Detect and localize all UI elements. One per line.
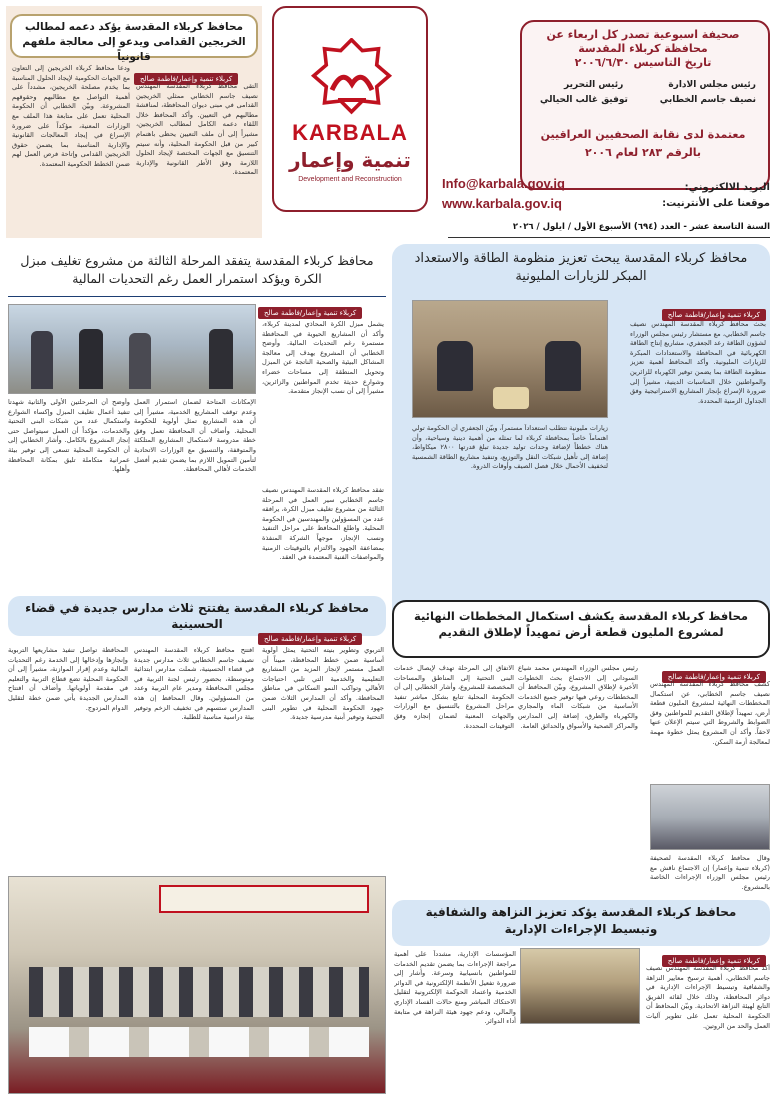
board-chair-name: نصيف جاسم الخطابي xyxy=(659,95,756,105)
email-link[interactable]: Info@karbala.gov.iq xyxy=(442,176,565,191)
integrity-byline: كربلاء تنمية وإعمار/فاطمة صالح xyxy=(662,955,766,967)
person-figure xyxy=(79,329,103,389)
logo-latin-text: KARBALA xyxy=(292,120,408,145)
stadium-body-col-3: الإمكانات المتاحة لضمان استمرار العمل وعدم توقف المشاريع الخدمية، مشيراً إلى أن هذه المشاريع تمثل أولوية للحكومة المحلية. وأضاف أن المحافظة تعمل وفق خطة مدروسة لاستكمال المشاريع المتلكئة والمتوقفة، والتنسيق مع الوزارات الاتحادية لتأمين التمويل اللازم بما يضمن تقديم أفضل الخدمات لأهالي المحافظة. xyxy=(134,398,256,474)
stadium-rule xyxy=(8,296,386,297)
plans-body-col-1: كشف محافظ كربلاء المقدسة المهندس نصيف جاسم الخطابي، عن استكمال المخططات النهائية لمشروع المليون قطعة أرض، تمهيداً لإطلاق التقديم للمواطنين وفق الضوابط والشروط التي سيتم الإعلان عنها لاحقاً. وأكد أن المشروع يمثل خطوة مهمة لمعالجة أزمة السكن. xyxy=(650,680,770,746)
plans-body-col-2: رئيس مجلس الوزراء المهندس محمد شياع السوداني إلى الاجتماع بحث الخطوات الأخيرة لإطلاق المشروع، وبيّن المحافظ أن المخططات روعي فيها توفير جميع الخدمات الأساسية من شبكات الماء والمجاري والكهرباء والطرق، إضافة إلى المدارس والمراكز الصحية والأسواق والحدائق العامة. xyxy=(518,664,638,730)
logo-arabic-text: تنمية وإعمار xyxy=(289,148,411,172)
schools-byline-wrap xyxy=(258,626,362,645)
schools-body-col-1: المحافظة تواصل تنفيذ مشاريعها التربوية وإنجازها وإدخالها إلى الخدمة رغم التحديات المالية وعدم إقرار الموازنة، مشيراً إلى أن الحكومة المحلية تضع قطاع التربية والتعليم في مقدمة أولوياتها. وأضاف أن افتتاح المدارس الجديدة يأتي ضمن خطة لتقليل الدوام المزدوج. xyxy=(8,646,128,712)
top-left-headline-box xyxy=(10,14,258,63)
integrity-body-col-2: المؤسسات الإدارية، مشدداً على أهمية مراجعة الإجراءات بما يضمن تقديم الخدمات للمواطنين بانسيابية وسرعة. وأشار إلى ضرورة تفعيل الأنظمة الإلكترونية في الدوائر الخدمية واعتماد الحوكمة الإلكترونية لتقليل الاحتكاك المباشر ومنع حالات الفساد الإداري والمالي، ودعم جهود هيئة النزاهة في متابعة أداء الدوائر. xyxy=(394,950,516,1026)
plans-byline: كربلاء تنمية وإعمار/فاطمة صالح xyxy=(662,671,766,683)
person-figure xyxy=(129,333,151,389)
schools-ceremony-photo xyxy=(8,876,386,1094)
person-figure xyxy=(545,341,581,391)
energy-byline-wrap xyxy=(662,302,766,321)
schools-headline: محافظ كربلاء المقدسة يفتتح ثلاث مدارس جديدة في قضاء الحسينية xyxy=(25,601,369,631)
person-figure xyxy=(31,331,53,389)
logo-english-text: Development and Reconstruction xyxy=(298,176,402,183)
energy-body-col-2: زيارات مليونية تتطلب استعداداً مستمراً، وبيّن الجعفري أن الحكومة تولي اهتماماً خاصاً بمحافظة كربلاء لما تمثله من أهمية دينية وسياحية، وأن هناك خططاً لإضافة وحدات توليد جديدة تبلغ قدرتها ٢٨٠٠ ميكاواط، إضافة إلى تأهيل شبكات النقل والتوزيع، وتنفيذ مشاريع الطاقة الشمسية لتخفيف الأحمال خلال فصل الصيف وأوقات الذروة. xyxy=(412,424,608,471)
energy-byline: كربلاء تنمية وإعمار/فاطمة صالح xyxy=(662,309,766,321)
integrity-headline: محافظ كربلاء المقدسة يؤكد تعزيز النزاهة والشفافية وتبسيط الإجراءات الإدارية xyxy=(425,905,737,936)
plans-meeting-photo xyxy=(650,784,770,850)
schools-byline: كربلاء تنمية وإعمار/فاطمة صالح xyxy=(258,633,362,645)
schools-body-col-3: التربوي وتطوير بنيته التحتية يمثل أولوية أساسية ضمن خطط المحافظة، مبيناً أن العمل مستمر لإنجاز المزيد من المشاريع التعليمية والخدمية التي تلبي احتياجات الأهالي وتواكب النمو السكاني في مناطق المحافظة. وأكد أن المدارس الثلاث ضمن جهود الحكومة المحلية في تطوير البنى التحتية وتوفير أبنية مدرسية جديدة. xyxy=(262,646,384,722)
plans-body-col-3: الاتفاق إلى المرحلة تهدف لإيصال خدمات البنى التحتية إلى المناطق والمساحات المخصصة للمشروع، وأشار الخطابي إلى أن الحكومة المحلية تتابع بشكل مباشر تنفيذ مراحل المشروع بالتنسيق مع الوزارات والجهات المعنية لضمان إنجازه وفق التوقيتات المحددة. xyxy=(394,664,514,730)
top-left-body-col-2: التقى محافظ كربلاء المقدسة المهندس نصيف جاسم الخطابي ممثلي الخريجين القدامى في مبنى ديوان المحافظة، لمناقشة مطالبهم في التعيين. وأكد المحافظ خلال اللقاء دعمه الكامل لمطالب الخريجين، مشيراً إلى أن ملف التعيين يحظى باهتمام كبير من قبل الحكومة المحلية، وأنه سيتم التنسيق مع الجهات المختصة لإيجاد الحلول اللازمة وفق الأطر القانونية والإدارية المعتمدة. xyxy=(136,82,258,177)
flower-table xyxy=(493,387,529,409)
stadium-body-col-4: وأوضح أن المرحلتين الأولى والثانية شهدتا تنفيذ أعمال تغليف المبزل وإكساء الشوارع واستكمال عدد من شبكات البنى التحتية والخدمات، مؤكداً أن العمل سيتواصل حتى إنجاز المشروع بالكامل. وأشار الخطابي إلى أن الحكومة المحلية تسعى إلى توفير بيئة عمرانية متكاملة تليق بمكانة المحافظة وأهلها. xyxy=(8,398,130,474)
logo-box xyxy=(272,6,428,212)
masthead-info-box xyxy=(520,20,770,190)
schools-body-col-2: افتتح محافظ كربلاء المقدسة المهندس نصيف جاسم الخطابي ثلاث مدارس جديدة في قضاء الحسينية، شملت مدارس ابتدائية ومتوسطة، بحضور رئيس لجنة التربية في مجلس المحافظة ومدير عام التربية وعدد من المسؤولين. وقال المحافظ إن هذه المدارس ستسهم في تخفيف الزخم وتوفير بيئة دراسية مناسبة للطلبة. xyxy=(134,646,254,722)
stadium-byline: كربلاء تنمية وإعمار/فاطمة صالح xyxy=(258,307,362,319)
editor-name: توفيق غالب الحيالي xyxy=(540,95,628,105)
stadium-headline: محافظ كربلاء المقدسة يتفقد المرحلة الثالثة من مشروع تغليف مبزل الكرة ويؤكد استمرار العمل رغم التحديات المالية xyxy=(20,253,374,286)
plans-headline: محافظ كربلاء المقدسة يكشف استكمال المخططات النهائية لمشروع المليون قطعة أرض تمهيداً لإطلاق التقديم xyxy=(414,609,748,639)
weekly-line: صحيفة اسبوعية تصدر كل اربعاء عن محافظة كربلاء المقدسة xyxy=(546,28,740,55)
tables-row xyxy=(29,1027,369,1057)
issue-line: السنة التاسعة عشر - العدد (٦٩٤) الأسبوع الأول / ايلول / ٢٠٢٦ xyxy=(512,222,770,232)
banner xyxy=(159,885,369,913)
person-figure xyxy=(437,341,473,391)
stadium-byline-wrap xyxy=(258,300,362,319)
website-label: موقعنا على الأنترنيت: xyxy=(662,198,770,209)
syndicate-line-2: بالرقم ٢٨٣ لعام ٢٠٠٦ xyxy=(584,146,702,159)
contact-block xyxy=(440,178,770,218)
board-chair-label: رئيس مجلس الادارة xyxy=(668,80,756,90)
karbala-logo-icon xyxy=(302,38,402,118)
integrity-body-col-1: أكد محافظ كربلاء المقدسة المهندس نصيف جاسم الخطابي، أهمية ترسيخ معايير النزاهة والشفافية وتبسيط الإجراءات الإدارية في دوائر المحافظة، وذلك خلال لقائه الفريق التابع لهيئة النزاهة الاتحادية. وبيّن المحافظ أن الحكومة المحلية تعمل على تطوير آليات العمل والحد من الروتين. xyxy=(646,964,770,1030)
integrity-meeting-photo xyxy=(520,948,640,1024)
energy-meeting-photo xyxy=(412,300,608,418)
stadium-body-col-1: يشمل مبزل الكرة المحاذي لمدينة كربلاء، وأكد أن المشاريع الحيوية في المحافظة مستمرة رغم التحديات المالية. وأوضح الخطابي أن المشروع يهدف إلى معالجة المشاكل البيئية والصحية الناتجة عن المبزل وتحويل المنطقة إلى مساحات خضراء وشوارع حديثة تخدم المواطنين والزائرين، مشيراً إلى أن نسب الإنجاز متقدمة. xyxy=(262,320,384,396)
audience-row xyxy=(29,967,369,1017)
editor-label: رئيس التحرير xyxy=(564,80,624,90)
person-figure xyxy=(209,329,233,389)
website-link[interactable]: www.karbala.gov.iq xyxy=(442,196,562,211)
plans-caption: وقال محافظ كربلاء المقدسة لصحيفة (كربلاء تنمية وإعمار) إن الاجتماع ناقش مع رئيس مجلس الوزراء الإجراءات الخاصة بالمشروع. xyxy=(650,854,770,891)
stadium-site-photo xyxy=(8,304,256,394)
energy-headline: محافظ كربلاء المقدسة يبحث تعزيز منظومة الطاقة والاستعداد المبكر للزيارات المليونية xyxy=(414,251,748,284)
plans-header xyxy=(392,600,770,658)
syndicate-line-1: معتمدة لدى نقابة الصحفيين العراقيين xyxy=(540,128,746,141)
top-left-byline: كربلاء تنمية وإعمار/فاطمة صالح xyxy=(134,73,238,85)
stadium-body-col-2: تفقد محافظ كربلاء المقدسة المهندس نصيف جاسم الخطابي سير العمل في المرحلة الثالثة من مشروع تغليف مبزل الكرة، يرافقه عدد من المسؤولين والمهندسين في الحكومة المحلية. واطلع المحافظ على مراحل التنفيذ ونسب الإنجاز، موجهاً الشركة المنفذة بمضاعفة الجهود والالتزام بالتوقيتات الزمنية والمواصفات الفنية المعتمدة في العقد. xyxy=(262,486,384,562)
founded-date: تاريخ التاسيس ٢٠٠٦/٦/٣٠ xyxy=(574,56,712,69)
integrity-header xyxy=(392,900,770,946)
email-label: البريد الالكتروني: xyxy=(684,182,770,193)
top-left-headline: محافظ كربلاء المقدسة يؤكد دعمه لمطالب الخريجين القدامى ويدعو إلى معالجة ملفهم قانونياً xyxy=(22,21,246,63)
issue-bar xyxy=(448,222,770,238)
energy-body-col-1: بحث محافظ كربلاء المقدسة المهندس نصيف جاسم الخطابي، مع مستشار رئيس مجلس الوزراء لشؤون الطاقة رعد الجعفري، مشاريع إنتاج الطاقة الكهربائية في المحافظة والاستعدادات المبكرة للزيارات المليونية. وأكد المحافظ أهمية تعزيز منظومة الطاقة بما يضمن توفير الكهرباء للزائرين والمواطنين خلال المناسبات الدينية، مشيراً إلى ضرورة الإسراع بإنجاز المشاريع الاستراتيجية وفق الجداول الزمنية المحددة. xyxy=(630,320,766,405)
top-left-body-col-1: ودعا محافظ كربلاء الخريجين إلى التعاون مع الجهات الحكومية لإيجاد الحلول المناسبة بما يخدم مصلحة الخريجين، مشدداً على أهمية التواصل مع مطالبهم وحقوقهم المشروعة. وبيّن الخطابي أن الحكومة المحلية تعمل على متابعة هذا الملف مع الوزارات المعنية، مؤكداً على ضرورة الإسراع في إيجاد المعالجات القانونية والإدارية المناسبة بما يضمن حقوق الخريجين القدامى وإتاحة فرص العمل لهم ضمن الخطط الحكومية المعتمدة. xyxy=(12,64,130,168)
